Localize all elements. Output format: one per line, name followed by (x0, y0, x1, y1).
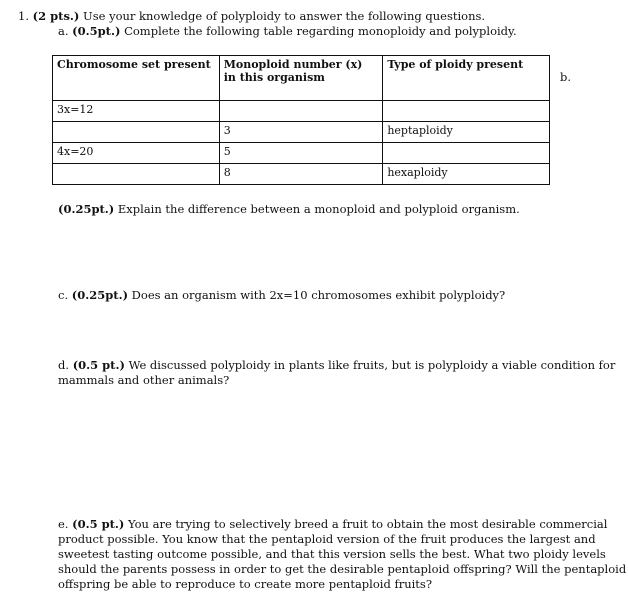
question-number: 1. (18, 9, 29, 23)
table-row (53, 143, 550, 164)
cell-chromosome-set[interactable] (53, 164, 220, 185)
part-e-label: e. (58, 517, 69, 531)
header-monoploid-number: Monoploid number (x) in this organism (219, 56, 383, 101)
cell-chromosome-set[interactable] (53, 122, 220, 143)
part-d-text-2: mammals and other animals? (58, 373, 230, 387)
part-d-text-1: We discussed polyploidy in plants like fruits, but is polyploidy a viable condition for (128, 358, 616, 372)
cell-ploidy-type[interactable]: heptaploidy (383, 122, 550, 143)
cell-ploidy-type[interactable] (383, 101, 550, 122)
table-header-row (53, 56, 550, 101)
part-c-points: (0.25pt.) (71, 288, 129, 302)
cell-chromosome-set[interactable]: 4x=20 (53, 143, 220, 164)
part-a-points: (0.5pt.) (72, 24, 121, 38)
part-e-text-3: sweetest tasting outcome possible, and that this version sells the best. What two ploidy levels (58, 547, 606, 561)
table-row (53, 122, 550, 143)
part-b-text: Explain the difference between a monoploid and polyploid organism. (117, 202, 520, 216)
part-a-text: Complete the following table regarding monoploidy and polyploidy. (124, 24, 517, 38)
ploidy-table (52, 55, 550, 185)
question-points: (2 pts.) (32, 9, 80, 23)
question-1-heading (18, 9, 485, 23)
cell-monoploid-number[interactable]: 5 (219, 143, 383, 164)
part-e-prompt (58, 517, 627, 592)
part-e-points: (0.5 pt.) (72, 517, 125, 531)
cell-monoploid-number[interactable]: 8 (219, 164, 383, 185)
table-row (53, 164, 550, 185)
part-d-label: d. (58, 358, 70, 372)
cell-monoploid-number[interactable]: 3 (219, 122, 383, 143)
part-b-prompt (58, 202, 520, 216)
part-e-text-5: offspring be able to reproduce to create more pentaploid fruits? (58, 577, 432, 591)
part-e-text-1: You are trying to selectively breed a fruit to obtain the most desirable commercial (128, 517, 608, 531)
table-row (53, 101, 550, 122)
header-chromosome-set: Chromosome set present (53, 56, 220, 101)
part-a-prompt (58, 24, 517, 38)
part-c-label: c. (58, 288, 69, 302)
header-ploidy-type: Type of ploidy present (383, 56, 550, 101)
part-d-line-1 (58, 358, 616, 373)
part-b-label: b. (560, 70, 572, 84)
cell-monoploid-number[interactable] (219, 101, 383, 122)
part-d-points: (0.5 pt.) (72, 358, 125, 372)
part-d-prompt (58, 358, 616, 388)
cell-ploidy-type[interactable]: hexaploidy (383, 164, 550, 185)
part-e-text-2: product possible. You know that the pentaploid version of the fruit produces the largest and (58, 532, 596, 546)
part-e-text-4: should the parents possess in order to get the desirable pentaploid offspring? Will the pentaploid (58, 562, 627, 576)
cell-chromosome-set[interactable]: 3x=12 (53, 101, 220, 122)
question-text: Use your knowledge of polyploidy to answer the following questions. (83, 9, 486, 23)
part-b-points: (0.25pt.) (58, 202, 115, 216)
cell-ploidy-type[interactable] (383, 143, 550, 164)
part-e-line-1 (58, 517, 608, 532)
part-c-text: Does an organism with 2x=10 chromosomes exhibit polyploidy? (131, 288, 506, 302)
part-c-prompt (58, 288, 505, 302)
part-a-label: a. (58, 24, 69, 38)
